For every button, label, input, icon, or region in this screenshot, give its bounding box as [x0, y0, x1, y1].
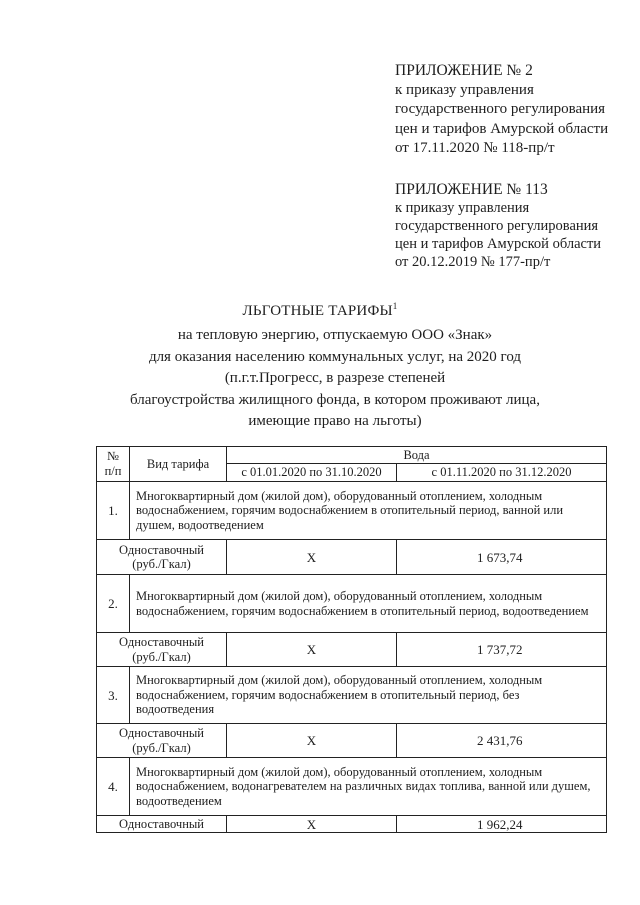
- tariff-value-period-1: Х: [227, 540, 397, 575]
- table-row-tariff: [97, 816, 607, 833]
- appendix-113-title: ПРИЛОЖЕНИЕ № 113: [395, 181, 548, 198]
- appendix-2-line-2: государственного регулирования: [395, 101, 606, 117]
- tariff-value-period-1: Х: [227, 724, 397, 758]
- table-row-tariff: [97, 540, 607, 575]
- appendix-2-line-1: к приказу управления: [395, 81, 534, 98]
- tariff-value-period-1: Х: [227, 816, 397, 833]
- tariff-label: Одноставочный (руб./Гкал): [97, 724, 227, 758]
- header-tariff-type: Вид тарифа: [130, 447, 227, 482]
- document-title-text: ЛЬГОТНЫЕ ТАРИФЫ: [242, 303, 393, 319]
- table-row-category: [97, 482, 607, 540]
- header-water: Вода: [227, 447, 607, 464]
- appendix-113-header: [395, 181, 601, 271]
- appendix-2-title: ПРИЛОЖЕНИЕ № 2: [395, 62, 533, 79]
- appendix-113-line-4: от 20.12.2019 № 177-пр/т: [395, 254, 551, 270]
- row-number: 3.: [97, 667, 130, 724]
- document-title: [0, 301, 640, 320]
- appendix-2-line-4: от 17.11.2020 № 118-пр/т: [395, 140, 555, 156]
- tariff-value-period-2: 1 737,72: [397, 633, 607, 667]
- table-header-row: [97, 447, 607, 464]
- tariff-label: Одноставочный: [97, 816, 227, 833]
- row-description: Многоквартирный дом (жилой дом), оборудованный отоплением, холодным водоснабжением, горячим водоснабжением в отопительный период, ванной или душем, водоотведением: [130, 482, 607, 540]
- tariff-value-period-2: 1 962,24: [397, 816, 607, 833]
- header-period-2: с 01.11.2020 по 31.12.2020: [397, 464, 607, 482]
- table-row-category: [97, 758, 607, 816]
- tariff-value-period-2: 2 431,76: [397, 724, 607, 758]
- row-description: Многоквартирный дом (жилой дом), оборудованный отоплением, холодным водоснабжением, горячим водоснабжением в отопительный период, водоотведением: [130, 575, 607, 633]
- tariff-table: [96, 446, 607, 833]
- table-row-category: [97, 667, 607, 724]
- appendix-2-line-3: цен и тарифов Амурской области: [395, 120, 609, 137]
- appendix-113-line-2: государственного регулирования: [395, 218, 599, 234]
- subtitle-line-5: имеющие право на льготы): [248, 413, 422, 430]
- row-description: Многоквартирный дом (жилой дом), оборудованный отоплением, холодным водоснабжением, водонагревателем на различных видах топлива, ванной или душем, водоотведением: [130, 758, 607, 816]
- table-row-category: [97, 575, 607, 633]
- tariff-value-period-2: 1 673,74: [397, 540, 607, 575]
- document-subtitle: [110, 325, 560, 433]
- row-number: 1.: [97, 482, 130, 540]
- subtitle-line-4: благоустройства жилищного фонда, в котором проживают лица,: [130, 391, 540, 408]
- subtitle-line-1: на тепловую энергию, отпускаемую ООО «Знак»: [177, 327, 493, 343]
- table-row-tariff: [97, 724, 607, 758]
- table-row-tariff: [97, 633, 607, 667]
- subtitle-line-3: (п.г.т.Прогресс, в разрезе степеней: [224, 370, 446, 387]
- header-period-1: с 01.01.2020 по 31.10.2020: [227, 464, 397, 482]
- row-number: 2.: [97, 575, 130, 633]
- row-number: 4.: [97, 758, 130, 816]
- tariff-label: Одноставочный (руб./Гкал): [97, 633, 227, 667]
- header-number: № п/п: [97, 447, 130, 482]
- tariff-label: Одноставочный (руб./Гкал): [97, 540, 227, 575]
- subtitle-line-2: для оказания населению коммунальных услуг, на 2020 год: [148, 348, 522, 365]
- appendix-113-line-3: цен и тарифов Амурской области: [395, 236, 602, 252]
- tariff-value-period-1: Х: [227, 633, 397, 667]
- appendix-2-header: [395, 61, 608, 159]
- title-footnote-mark: 1: [392, 301, 398, 311]
- appendix-113-line-1: к приказу управления: [395, 200, 530, 216]
- row-description: Многоквартирный дом (жилой дом), оборудованный отоплением, холодным водоснабжением, горячим водоснабжением в отопительный период, без водоотведения: [130, 667, 607, 724]
